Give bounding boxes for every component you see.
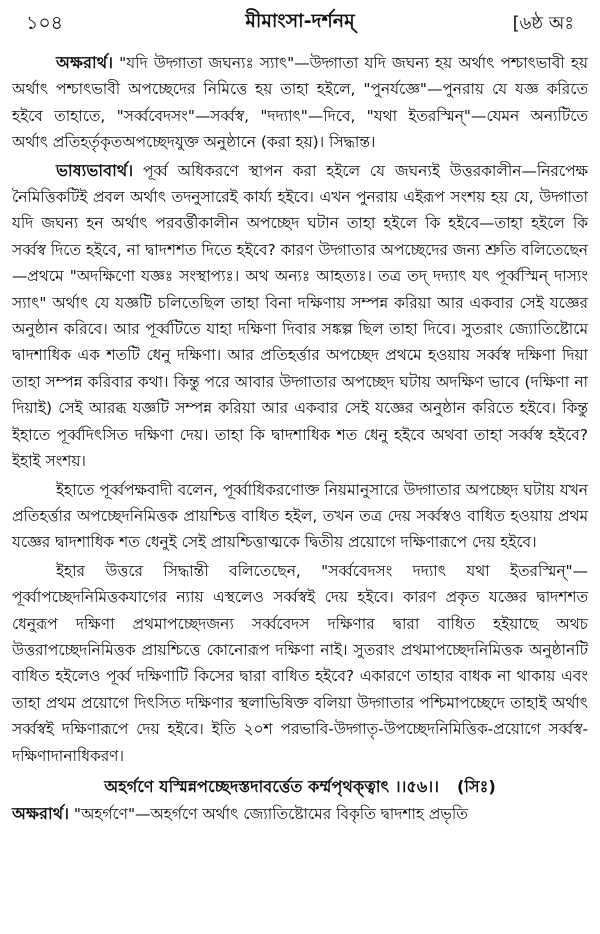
running-title: মীমাংসা-দর্শনম্ (245, 10, 355, 32)
chapter-marker: [৬ষ্ঠ অঃ (512, 13, 574, 34)
section-label: অক্ষরার্থ। (12, 803, 70, 823)
paragraph-siddhanta (12, 558, 588, 769)
paragraph-text: ইহার উত্তরে সিদ্ধান্তী বলিতেছেন, "সর্ব্ববেদসং দদ্যাৎ যথা ইতরস্মিন্"—পূর্ব্বাপচ্ছেদনিমিত্তকযাগের ন্যায় এস্থলেও সর্ব্বস্বই দেয় হইবে। কারণ প্রকৃত যজ্ঞের দ্বাদশশত ধেনুরূপ দক্ষিণা প্রথমাপচ্ছেদজন্য সর্ব্ববেদস দক্ষিণার দ্বারা বাধিত হইয়াছে অথচ উত্তরাপচ্ছেদনিমিত্তক প্রায়শ্চিত্তে কোনোরূপ দক্ষিণা নাই। সুতরাং প্রথমাপচ্ছেদনিমিত্তক অনুষ্ঠানটি বাধিত হইলেও পূর্ব্ব দক্ষিণাটি কিসের দ্বারা বাধিত হইবে? একারণে তাহার বাধক না থাকায় এবং তাহা প্রথম প্রয়োগে দিৎসিত দক্ষিণার স্থলাভিষিক্ত বলিয়া উদ্গাতার পশ্চিমাপচ্ছেদে তাহাই অর্থাৎ সর্ব্বস্বই দক্ষিণারূপে দেয় হইবে। ইতি ২০শ পরভাবি-উদ্গাতৃ-উপচ্ছেদনিমিত্তিক-প্রয়োগে সর্ব্বস্ব-দক্ষিণাদানাধিকরণ। (12, 561, 588, 765)
siddhanta-code: (সিঃ) (457, 776, 496, 796)
paragraph-text: "অহর্গণে"—অহর্গণে অর্থাৎ জ্যোতিষ্টোমের বিকৃতি দ্বাদশাহ প্রভৃতি (69, 804, 468, 823)
paragraph-text: ইহাতে পূর্ব্বপক্ষবাদী বলেন, পূর্ব্বাধিকরণোক্ত নিয়মানুসারে উদ্গাতার অপচ্ছেদ ঘটায় যখন প্রতিহর্ত্তার অপচ্ছেদনিমিত্তক প্রায়শ্চিত্ত বাধিত হইল, তখন তত্র দেয় সর্ব্বস্বও বাধিত হওয়ায় প্রথম যজ্ঞের দ্বাদশাধিক শত ধেনুই সেই প্রায়শ্চিত্তাত্মকে দ্বিতীয় প্রয়োগে দক্ষিণারূপে দেয় হইবে। (12, 480, 588, 552)
paragraph-text: "যদি উদ্গাতা জঘন্যঃ স্যাৎ"—উদ্গাতা যদি জঘন্য হয় অর্থাৎ পশ্চাৎভাবী হয় অর্থাৎ পশ্চাৎভাবী অপচ্ছেদের নিমিত্তে হয় তাহা হইলে, "পুনর্যজ্ঞে"—পুনরায় যে যজ্ঞ করিতে হইবে তাহাতে, "সর্ব্ববেদসং"—সর্ব্বস্ব, "দদ্যাৎ"—দিবে, "যথা ইতরস্মিন্"—যেমন অন্যটিতে অর্থাৎ প্রতিহর্তৃকৃতঅপচ্ছেদযুক্ত অনুষ্ঠানে (করা হয়)। সিদ্ধান্ত। (12, 54, 588, 152)
page-header (12, 0, 588, 40)
sutra-line (12, 773, 588, 801)
section-label: অক্ষরার্থ। (56, 53, 114, 72)
paragraph-bhashya-bhavartha (12, 158, 588, 475)
sutra-text: অহর্গণে যস্মিন্নপচ্ছেদস্তদাবর্ত্তেত কর্ম্মপৃথক্ত্বাৎ ।।৫৬।। (104, 776, 440, 796)
paragraph-text: পূর্ব্ব অধিকরণে স্থাপন করা হইলে যে জঘন্যই উত্তরকালীন—নিরপেক্ষ নৈমিত্তিকটিই প্রবল অর্থাৎ তদনুসারেই কার্য্য হইবে। এখন পুনরায় এইরূপ সংশয় হয় যে, উদ্গাতা যদি জঘন্য হন অর্থাৎ পরবর্ত্তীকালীন অপচ্ছেদ ঘটান তাহা হইলে কি হইবে—তাহা হইলে কি সর্ব্বস্ব দিতে হইবে, না দ্বাদশশত দিতে হইবে? কারণ উদ্গাতার অপচ্ছেদের জন্য শ্রুতি বলিতেছেন—প্রথমে "অদক্ষিণো যজ্ঞঃ সংস্থাপ্যঃ। অথ অন্যঃ আহত্যঃ। তত্র তদ্ দদ্যাৎ যৎ পূর্ব্বস্মিন্ দাস্যং স্যাৎ" অর্থাৎ যে যজ্ঞটি চলিতেছিল তাহা বিনা দক্ষিণায় সম্পন্ন করিয়া আর একবার সেই যজ্ঞের অনুষ্ঠান করিবে। আর পূর্ব্বটিতে যাহা দক্ষিণা দিবার সঙ্কল্প ছিল তাহা দিবে। সুতরাং জ্যোতিষ্টোমে দ্বাদশাধিক এক শতটি ধেনু দক্ষিণা। আর প্রতিহর্ত্তার অপচ্ছেদ প্রথমে হওয়ায় সর্ব্বস্ব দক্ষিণা দিয়া তাহা সম্পন্ন করিবার কথা। কিন্তু পরে আবার উদ্গাতার অপচ্ছেদ ঘটায় অদক্ষিণ ভাবে (দক্ষিণা না দিয়াই) সেই আরব্ধ যজ্ঞটি সম্পন্ন করিয়া আর একবার সেই যজ্ঞের অনুষ্ঠান করিতে হইবে। কিন্তু ইহাতে পূর্ব্বদিৎসিত দক্ষিণা দেয়। তাহা কি দ্বাদশাধিক শত ধেনু হইবে অথবা তাহা সর্ব্বস্ব হইবে? ইহাই সংশয়। (12, 161, 588, 471)
section-label: ভাষ্যভাবার্থ। (56, 160, 134, 180)
page-number: ১০৪ (26, 12, 64, 34)
paragraph-aksharartha-2 (12, 801, 588, 827)
paragraph-aksharartha (12, 50, 588, 156)
paragraph-purvapaksha (12, 477, 588, 556)
page-body (12, 40, 588, 827)
